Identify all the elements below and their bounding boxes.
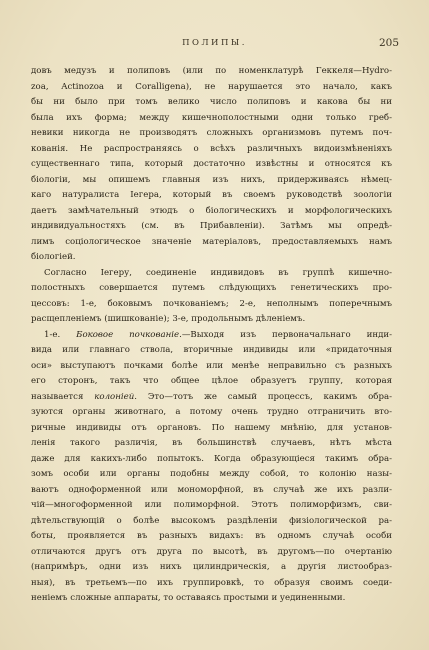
emphasis-term: колоніей (94, 391, 135, 402)
page-number: 205 (378, 37, 399, 49)
text-line: даже для какихъ-либо попытокъ. Когда образующіеся такимъ обра- (31, 453, 392, 464)
running-head-title: ПОЛИПЫ. (182, 38, 247, 48)
text-line: неніемъ сложные аппараты, то оставаясь простыми и уединенными. (31, 593, 346, 603)
running-head (30, 38, 399, 52)
emphasis-term: Боковое почкованіе (76, 329, 180, 340)
text-line: боты, проявляется въ разныхъ видахъ: въ одномъ случаѣ особи (31, 531, 392, 541)
text-line: зомъ особи или органы подобны между собой, то колонію назы- (31, 469, 392, 479)
text-line: его сторонъ, такъ что общее цѣлое образуетъ группу, которая (31, 376, 392, 386)
text-line: zoa, Actinozoa и Coralligena), не нарушается это начало, какъ (31, 81, 392, 92)
text-line: была ихъ форма; между кишечнополостными одни только греб- (31, 112, 392, 123)
text-line: даетъ замѣчательный этюдъ о біологическихъ и морфологическихъ (31, 205, 392, 216)
text-line: отличаются другъ отъ друга по высотѣ, въ другомъ—по очертанію (31, 546, 392, 557)
body-text (31, 64, 392, 607)
text-line: зуются органы животнаго, а потому очень трудно отграничить вто- (31, 407, 392, 417)
text-line: индивидуальностяхъ (см. въ Прибавленіи). Затѣмъ мы опредѣ- (31, 221, 392, 231)
text-line: біологіи, мы опишемъ главныя изъ нихъ, придерживаясь нѣмец- (31, 174, 392, 185)
text-line: расщепленіемъ (шишкованіе); 3-е, продольнымъ дѣленіемъ. (31, 314, 306, 324)
text-line: называется колоніей. Это—тотъ же самый процессъ, какимъ обра- (31, 391, 392, 402)
text-line: довъ медузъ и полиповъ (или по номенклатурѣ Геккеля—Hydro- (31, 66, 392, 76)
text-line: ричные индивиды отъ органовъ. По нашему мнѣнію, для установ- (31, 422, 392, 433)
text-line: чій—многоформенной или полиморфной. Этотъ полиморфизмъ, сви- (31, 500, 392, 510)
paragraph (31, 64, 392, 266)
text-line: полостныхъ совершается путемъ слѣдующихъ генетическихъ про- (31, 283, 392, 293)
text-line: біологіей. (31, 252, 76, 262)
text-line: оси» выступаютъ почками болѣе или менѣе неправильно съ разныхъ (31, 360, 392, 371)
text-line: цессовъ: 1-е, боковымъ почкованіемъ; 2-е, неполнымъ поперечнымъ (31, 298, 392, 309)
text-line: невики никогда не производятъ сложныхъ организмовъ путемъ поч- (31, 128, 392, 138)
text-line: вида или главнаго ствола, вторичные индивиды или «придаточныя (31, 345, 392, 355)
text-line: существеннаго типа, который достаточно извѣстны и относятся къ (31, 159, 392, 169)
text-line: кованія. Не распространяясь о всѣхъ различныхъ видоизмѣненіяхъ (31, 143, 392, 154)
text-line: дѣтельствующій о болѣе высокомъ раздѣленіи физіологической ра- (31, 515, 392, 526)
text-line: ныя), въ третьемъ—по ихъ группировкѣ, то образуя своимъ соеди- (31, 577, 392, 588)
paragraph (31, 328, 392, 607)
text-line: ваютъ одноформенной или мономорфной, въ случаѣ же ихъ разли- (31, 484, 392, 495)
text-line: лимъ соціологическое значеніе матеріаловъ, предоставляемыхъ намъ (31, 236, 392, 247)
text-line: Согласно Іегеру, соединеніе индивидовъ въ группѣ кишечно- (44, 267, 392, 278)
text-line: бы ни было при томъ велико число полиповъ и какова бы ни (31, 97, 392, 107)
text-line: ленія такого различія, въ большинствѣ случаевъ, нѣтъ мѣста (31, 438, 392, 448)
paragraph (31, 266, 392, 328)
text-line: 1-е. Боковое почкованіе.—Выходя изъ первоначальнаго инди- (44, 329, 392, 340)
text-line: (напримѣръ, одни изъ нихъ цилиндрическія, а другія листообраз- (31, 562, 392, 572)
text-line: каго натуралиста Іегера, который въ своемъ руководствѣ зоологіи (31, 190, 392, 200)
